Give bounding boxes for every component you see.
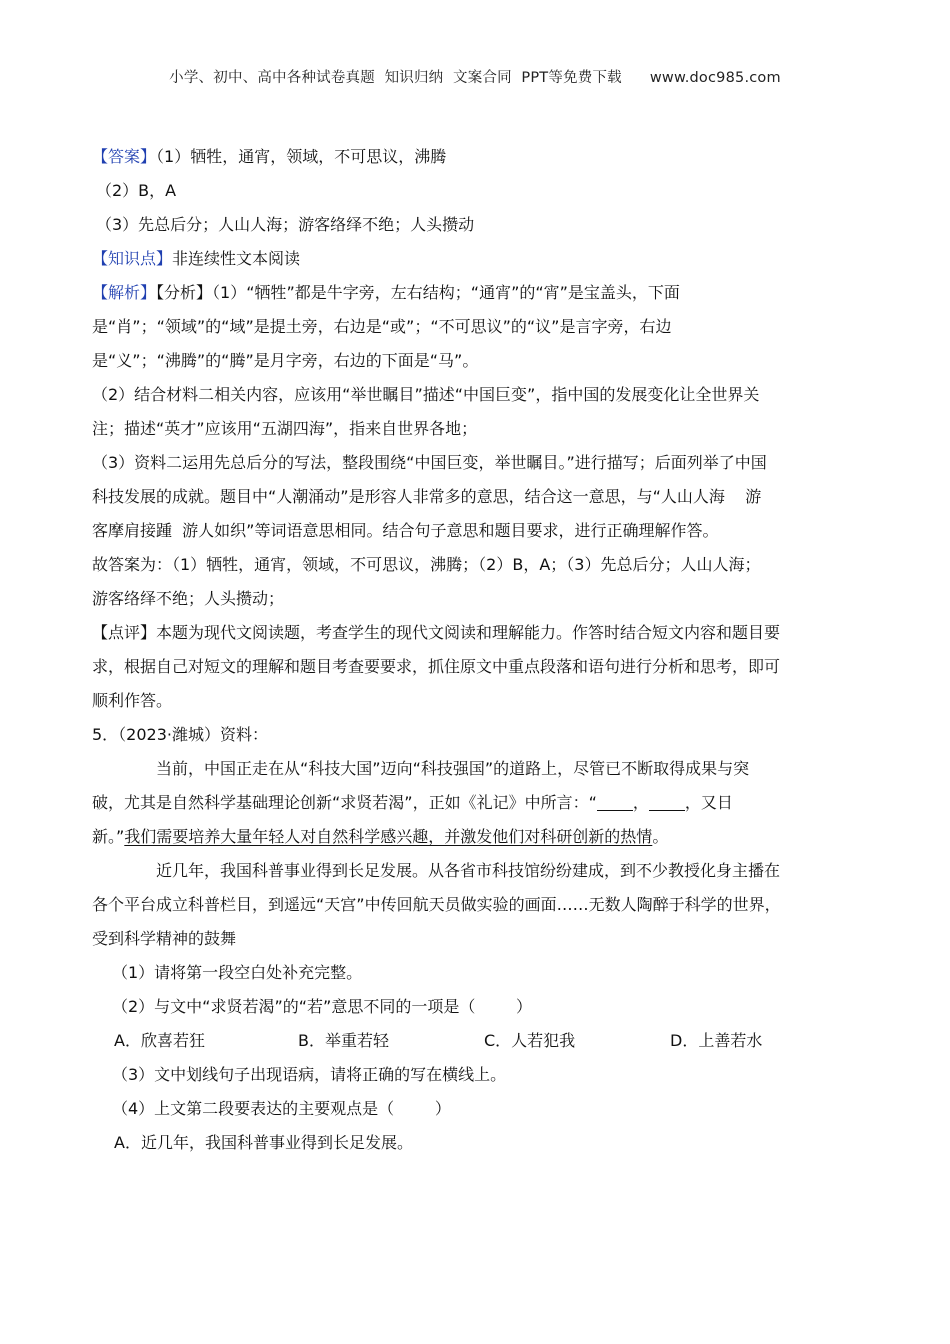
analysis-line-4: （2）结合材料二相关内容，应该用“举世瞩目”描述“中国巨变”，指中国的发展变化让全世界关	[92, 385, 760, 404]
analysis-line-1: 【解析】【分析】（1）“牺牲”都是牛字旁，左右结构；“通宵”的“宵”是宝盖头，下面	[92, 283, 680, 302]
answer-line-3: （3）先总后分；人山人海；游客络绎不绝；人头攒动	[96, 215, 475, 234]
passage-2-line-2: 各个平台成立科普栏目，到遥远“天宫”中传回航天员做实验的画面……无数人陶醉于科学的世界，	[92, 895, 781, 914]
comment-tag: 【点评】	[92, 623, 157, 642]
analysis-line-9: 故答案为：（1）牺牲，通宵，领域，不可思议，沸腾；（2）B，A；（3）先总后分；人山人海；	[92, 555, 761, 574]
sub-question-4: （4）上文第二段要表达的主要观点是（ ）	[112, 1099, 451, 1118]
option-d[interactable]: D．上善若水	[670, 1031, 763, 1050]
analysis-line-3: 是“义”；“沸腾”的“腾”是月字旁，右边的下面是“马”。	[92, 351, 479, 370]
sub-question-2: （2）与文中“求贤若渴”的“若”意思不同的一项是（ ）	[112, 997, 533, 1016]
underlined-sentence: 我们需要培养大量年轻人对自然科学感兴趣，并激发他们对科研创新的热情	[124, 827, 653, 846]
analysis-line-10: 游客络绎不绝；人头攒动；	[92, 589, 285, 608]
option-b[interactable]: B．举重若轻	[298, 1031, 389, 1050]
comment-line-3: 顺利作答。	[92, 691, 173, 710]
header-text: 小学、初中、高中各种试卷真题 知识归纳 文案合同 PPT等免费下载	[169, 70, 622, 86]
sub-question-2-options	[92, 1024, 858, 1058]
passage-1-line-2: 破，尤其是自然科学基础理论创新“求贤若渴”，正如《礼记》中所言：“ ， ，又日	[92, 793, 733, 812]
analysis-line-7: 科技发展的成就。题目中“人潮涌动”是形容人非常多的意思，结合这一意思，与“人山人海 游	[92, 487, 762, 506]
answer-line-2: （2）B，A	[96, 181, 177, 200]
analysis-tag: 【解析】	[92, 283, 157, 302]
analysis-line-5: 注；描述“英才”应该用“五湖四海”，指来自世界各地；	[92, 419, 478, 438]
knowledge-tag: 【知识点】	[92, 249, 173, 268]
knowledge-point: 【知识点】非连续性文本阅读	[92, 249, 301, 268]
passage-1-line-1: 当前，中国正走在从“科技大国”迈向“科技强国”的道路上，尽管已不断取得成果与突	[156, 759, 750, 778]
page-header	[0, 66, 950, 87]
sub-question-4-option-a[interactable]: A．近几年，我国科普事业得到长足发展。	[114, 1133, 413, 1152]
passage-1-line-3: 新。”我们需要培养大量年轻人对自然科学感兴趣，并激发他们对科研创新的热情。	[92, 827, 669, 846]
passage-2-line-3: 受到科学精神的鼓舞	[92, 929, 237, 948]
fill-blank-2[interactable]	[649, 792, 685, 811]
analysis-line-8: 客摩肩接踵 游人如织”等词语意思相同。结合句子意思和题目要求，进行正确理解作答。	[92, 521, 719, 540]
comment-line-2: 求，根据自己对短文的理解和题目考查要要求，抓住原文中重点段落和语句进行分析和思考，即可	[92, 657, 781, 676]
answer-line-1: 【答案】（1）牺牲，通宵，领域，不可思议，沸腾	[92, 147, 447, 166]
document-body	[92, 140, 858, 1160]
comment-line-1: 【点评】本题为现代文阅读题，考查学生的现代文阅读和理解能力。作答时结合短文内容和题目要	[92, 623, 781, 642]
passage-2-line-1: 近几年，我国科普事业得到长足发展。从各省市科技馆纷纷建成，到不少教授化身主播在	[156, 861, 781, 880]
sub-question-1: （1）请将第一段空白处补充完整。	[112, 963, 363, 982]
sub-question-3: （3）文中划线句子出现语病，请将正确的写在横线上。	[112, 1065, 507, 1084]
option-a[interactable]: A．欣喜若狂	[114, 1031, 205, 1050]
answer-tag: 【答案】	[92, 147, 157, 166]
analysis-line-6: （3）资料二运用先总后分的写法，整段围绕“中国巨变，举世瞩目。”进行描写；后面列举了中国	[92, 453, 767, 472]
analysis-line-2: 是“肖”；“领域”的“域”是提土旁，右边是“或”；“不可思议”的“议”是言字旁，右边	[92, 317, 672, 336]
question-5-stem: 5．（2023·潍城）资料：	[92, 725, 268, 744]
header-site-link[interactable]: www.doc985.com	[649, 70, 781, 86]
option-c[interactable]: C．人若犯我	[484, 1031, 576, 1050]
fill-blank-1[interactable]	[597, 792, 633, 811]
